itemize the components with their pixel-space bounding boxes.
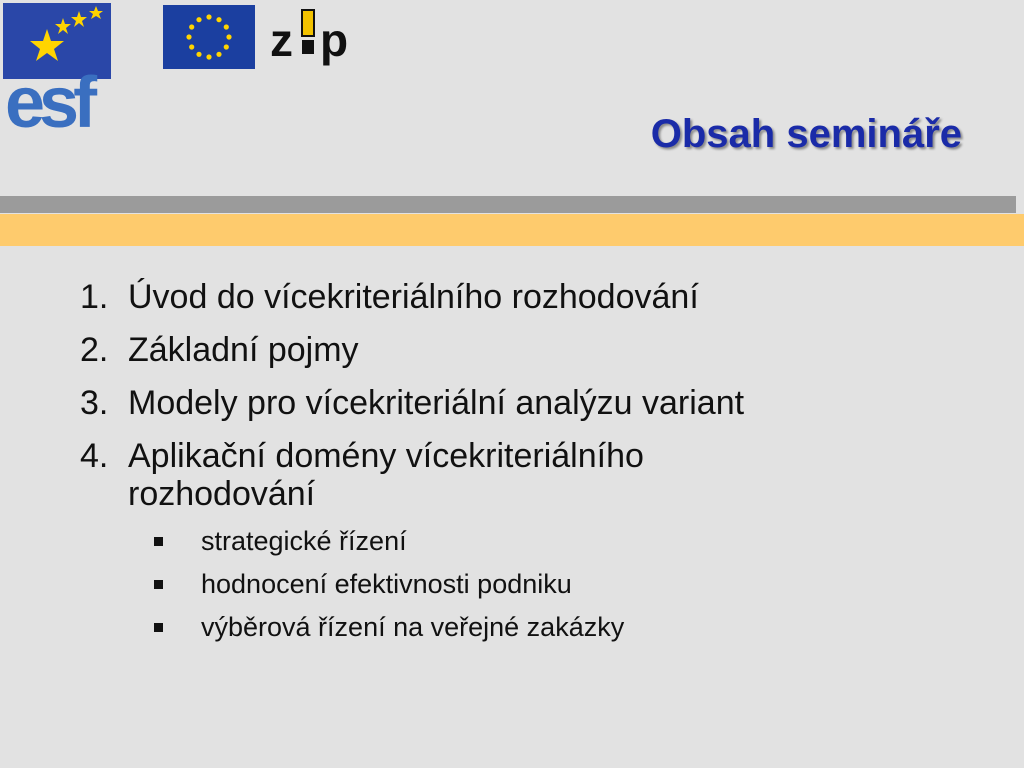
list-item — [70, 278, 950, 316]
item-number: 2. — [80, 331, 109, 369]
esf-logo — [3, 3, 151, 131]
item-text: Úvod do vícekriteriálního rozhodování — [128, 278, 699, 316]
sub-item-text: strategické řízení — [201, 526, 407, 556]
divider-gray-bar — [0, 196, 1016, 213]
sub-list-item — [70, 567, 950, 601]
svg-text:p: p — [320, 14, 349, 66]
svg-text:esf: esf — [5, 63, 92, 131]
sub-list-item — [70, 610, 950, 644]
list-item — [70, 437, 770, 513]
sub-item-text: výběrová řízení na veřejné zakázky — [201, 612, 625, 642]
square-bullet-icon — [154, 537, 163, 546]
item-number: 1. — [80, 278, 109, 316]
svg-text:z: z — [270, 14, 293, 66]
item-number: 3. — [80, 384, 109, 422]
outline-list — [70, 278, 950, 653]
zip-logo — [270, 6, 372, 68]
list-item — [70, 331, 950, 369]
list-item — [70, 384, 950, 422]
sub-item-text: hodnocení efektivnosti podniku — [201, 569, 572, 599]
item-number: 4. — [80, 437, 109, 475]
sub-list-item — [70, 524, 950, 558]
item-text: Modely pro vícekriteriální analýzu variant — [128, 384, 745, 422]
item-text: Aplikační domény vícekriteriálního rozhodování — [128, 437, 644, 513]
sub-list — [70, 524, 950, 644]
eu-flag-logo — [163, 5, 255, 69]
item-text: Základní pojmy — [128, 331, 359, 369]
slide-title: Obsah semináře — [650, 112, 962, 156]
divider-yellow-bar — [0, 214, 1024, 246]
square-bullet-icon — [154, 580, 163, 589]
square-bullet-icon — [154, 623, 163, 632]
